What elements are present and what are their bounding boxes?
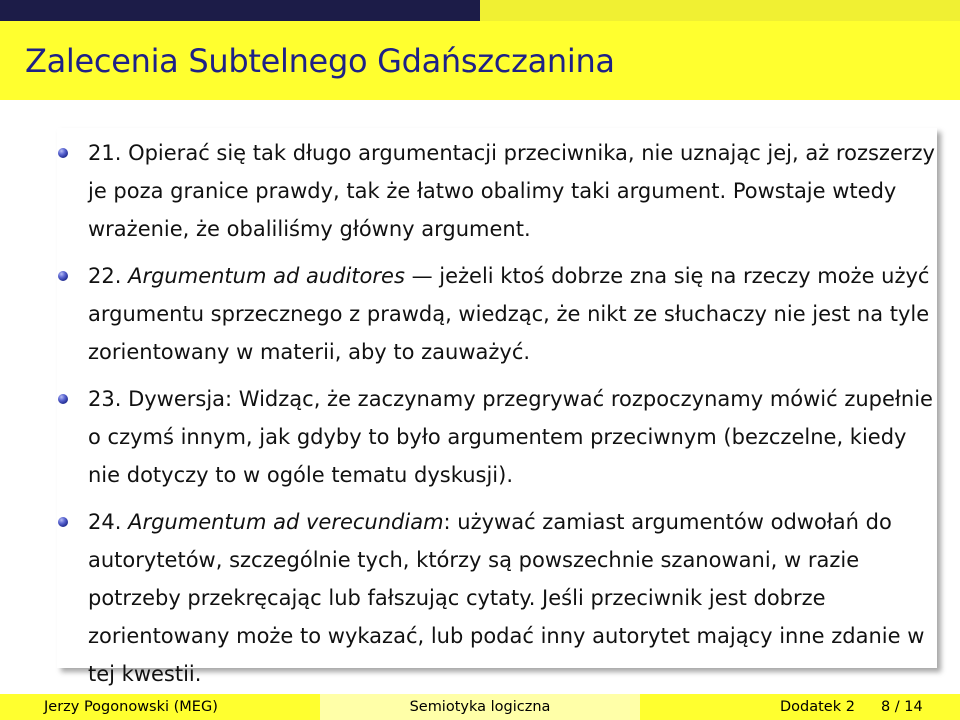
item-term: Argumentum ad auditores bbox=[128, 264, 405, 288]
item-number: 22. bbox=[88, 264, 122, 288]
item-number: 24. bbox=[88, 510, 122, 534]
item-text: : używać zamiast argumentów odwołań do autorytetów, szczególnie tych, którzy są powszechnie szanowani, w razie potrzeby przekręcając lub fałszując cytaty. Jeśli przeciwnik jest dobrze zorientowany może to wykazać, lub podać inny autorytet mający inne zdanie w tej kwestii. bbox=[88, 510, 925, 686]
bullet-icon bbox=[58, 148, 68, 158]
list-item bbox=[57, 134, 937, 248]
header-strip-light bbox=[480, 0, 960, 21]
bullet-icon bbox=[58, 271, 68, 281]
item-text: — jeżeli ktoś dobrze zna się na rzeczy może użyć argumentu sprzecznego z prawdą, wiedząc, że nikt ze słuchaczy nie jest na tyle zorientowany w materii, aby to zauważyć. bbox=[88, 264, 930, 364]
footer-section[interactable]: Dodatek 2 bbox=[780, 699, 855, 715]
bullet-icon bbox=[58, 517, 68, 527]
header-strip-dark bbox=[0, 0, 480, 21]
footer bbox=[0, 694, 960, 720]
item-text: 23. Dywersja: Widząc, że zaczynamy przegrywać rozpoczynamy mówić zupełnie o czymś innym, jak gdyby to było argumentem przeciwnym (bezczelne, kiedy nie dotyczy to w ogóle tematu dyskusji). bbox=[88, 387, 933, 487]
footer-author-panel bbox=[0, 694, 320, 720]
item-term: Argumentum ad verecundiam bbox=[128, 510, 444, 534]
footer-course-panel bbox=[320, 694, 640, 720]
item-text: 21. Opierać się tak długo argumentacji przeciwnika, nie uznając jej, aż rozszerzy je poza granice prawdy, tak że łatwo obalimy taki argument. Powstaje wtedy wrażenie, że obaliliśmy główny argument. bbox=[88, 141, 935, 241]
bullet-icon bbox=[58, 394, 68, 404]
header-color-strip bbox=[0, 0, 960, 21]
footer-nav-panel bbox=[640, 694, 960, 720]
footer-author: Jerzy Pogonowski (MEG) bbox=[44, 699, 218, 715]
item-list bbox=[57, 134, 937, 693]
content-box bbox=[57, 128, 937, 686]
footer-page-number: 8 / 14 bbox=[880, 699, 923, 715]
footer-course: Semiotyka logiczna bbox=[409, 699, 551, 715]
list-item bbox=[57, 380, 937, 494]
slide-title: Zalecenia Subtelnego Gdańszczanina bbox=[25, 41, 615, 80]
list-item bbox=[57, 503, 937, 693]
list-item bbox=[57, 257, 937, 371]
title-bar bbox=[0, 21, 960, 100]
